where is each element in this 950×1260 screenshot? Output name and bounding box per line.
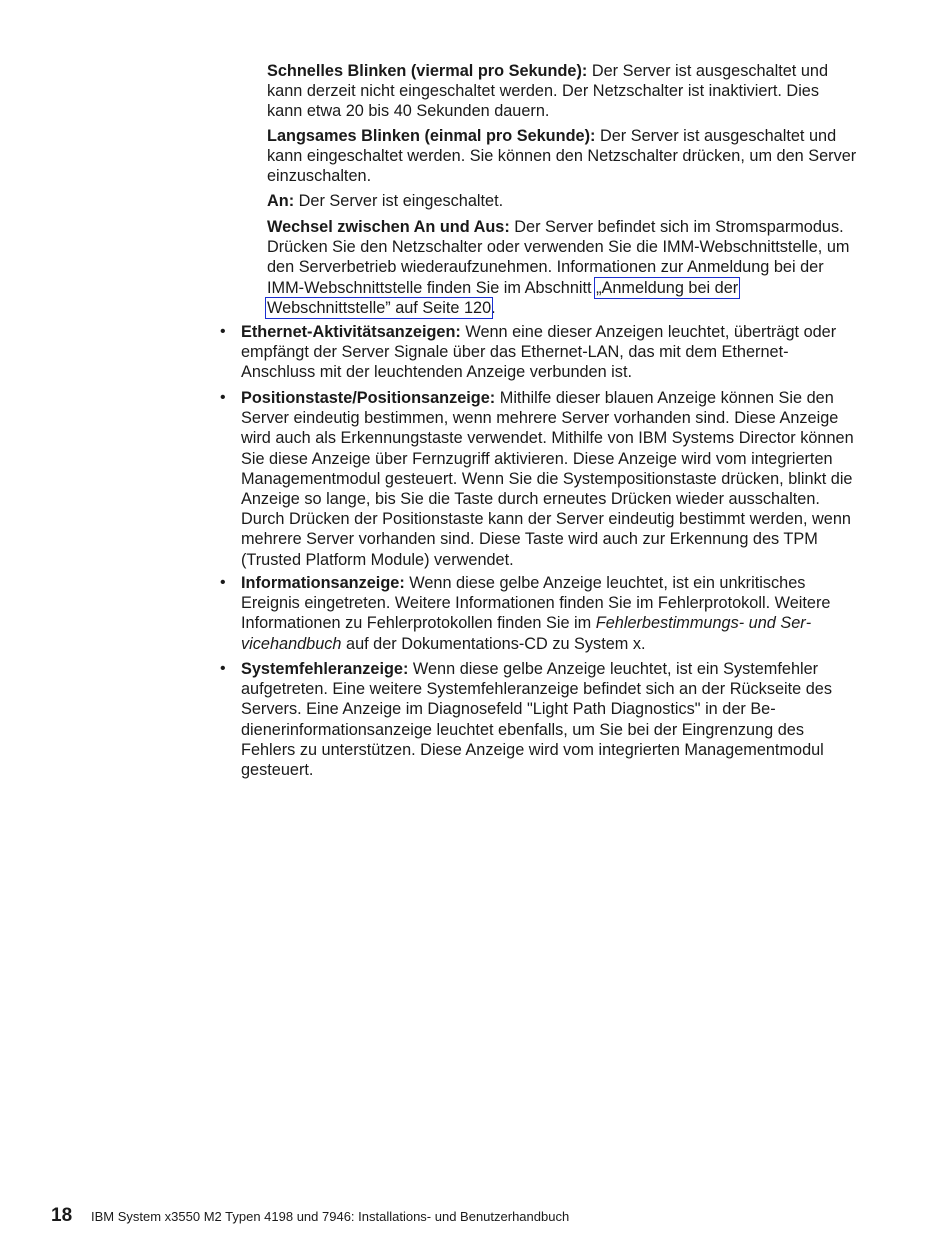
sub-item-text: Der Server ist ausgeschaltet und kann eingeschaltet werden. Sie können den Netzschalter drücken, um den Server einzuschalten. xyxy=(267,127,857,186)
bullet-glyph: • xyxy=(220,389,226,406)
bullet-text: Wenn diese gelbe Anzeige leuchtet, ist ein unkritisches Ereignis eingetreten. Weitere Informationen finden Sie im Fehlerprotokoll. Weitere Informationen zu Fehlerprotokollen finden Sie im xyxy=(241,574,831,633)
sub-item-slow-blink xyxy=(267,126,857,187)
sub-item-term: Langsames Blinken (einmal pro Sekunde): xyxy=(267,127,596,145)
sub-item-term: Wechsel zwischen An und Aus: xyxy=(267,218,510,236)
sub-item-term: An: xyxy=(267,192,295,210)
sub-item-text: Der Server ist ausgeschaltet und kann derzeit nicht eingeschaltet werden. Der Netzschalter ist inaktiviert. Dies kann etwa 20 bis 40 Sekunden dauern. xyxy=(267,62,829,121)
bullet-glyph: • xyxy=(220,660,226,677)
sub-item-after: . xyxy=(491,298,496,317)
bullet-glyph: • xyxy=(220,323,226,340)
sub-item-text: Der Server ist eingeschaltet. xyxy=(294,192,504,210)
sub-item-alternating xyxy=(267,217,857,318)
bullet-text: Wenn eine dieser Anzeigen leuchtet, überträgt oder empfängt der Server Signale über das Ethernet-LAN, das mit dem Ethernet-Anschluss mit der leuchtenden Anzeige verbunden ist. xyxy=(241,323,837,382)
bullet-term: Positionstaste/Positionsanzeige: xyxy=(241,389,496,407)
sub-item-fast-blink xyxy=(267,61,857,122)
bullet-glyph: • xyxy=(220,574,226,591)
sub-item-term: Schnelles Blinken (viermal pro Sekunde): xyxy=(267,62,588,80)
sub-item-on xyxy=(267,191,857,211)
bullet-term: Informationsanzeige: xyxy=(241,574,405,592)
bullet-term: Systemfehleranzeige: xyxy=(241,660,409,678)
bullet-position xyxy=(220,388,857,570)
sub-item-text: Der Server befindet sich im Stromsparmodus. Drücken Sie den Netzschalter oder verwenden Sie die IMM-Webschnittstelle, um den Serverbetrieb wiederaufzunehmen. Informationen zur Anmeldung bei der IMM-Webschnittstelle finden Sie im Abschnitt xyxy=(267,218,850,297)
cross-reference-link[interactable]: „Anmeldung bei der Webschnittstelle” auf Seite 120 xyxy=(267,278,739,317)
bullet-after: auf der Dokumentations-CD zu System x. xyxy=(341,634,646,653)
bullet-italic: Fehlerbestimmungs- und Servicehandbuch xyxy=(241,614,812,653)
bullet-term: Ethernet-Aktivitätsanzeigen: xyxy=(241,323,461,341)
footer-title: IBM System x3550 M2 Typen 4198 und 7946: Installations- und Benutzerhandbuch xyxy=(91,1209,570,1224)
bullet-text: Wenn diese gelbe Anzeige leuchtet, ist ein Systemfehler aufgetreten. Eine weitere Systemfehleranzeige befindet sich an der Rückseite des Servers. Eine Anzeige im Diagnosefeld "Light Path Diagnostics" in der Bedienerinformationsanzeige leuchtet ebenfalls, um Sie bei der Eingrenzung des Fehlers zu unterstützen. Diese Anzeige wird vom integrierten Managementmodul gesteuert. xyxy=(241,660,832,780)
page-number: 18 xyxy=(51,1205,73,1226)
bullet-text: Mithilfe dieser blauen Anzeige können Sie den Server eindeutig bestimmen, wenn mehrere Server vorhanden sind. Diese Anzeige wird auch als Erkennungstaste verwendet. Mithilfe von IBM Systems Director können Sie diese Anzeige über Fernzugriff aktivieren. Diese Anzeige wird vom integrierten Managementmodul gesteuert. Wenn Sie die Systempositionstaste drücken, blinkt die Anzeige so lange, bis Sie die Taste durch erneutes Drücken wieder ausschalten. Durch Drücken der Positionstaste kann der Server eindeutig bestimmt werden, wenn mehrere Server vorhanden sind. Diese Taste wird auch zur Erkennung des TPM (Trusted Platform Module) verwendet. xyxy=(241,389,854,569)
bullet-ethernet xyxy=(220,322,857,383)
bullet-system-error xyxy=(220,659,857,780)
bullet-information xyxy=(220,573,857,654)
